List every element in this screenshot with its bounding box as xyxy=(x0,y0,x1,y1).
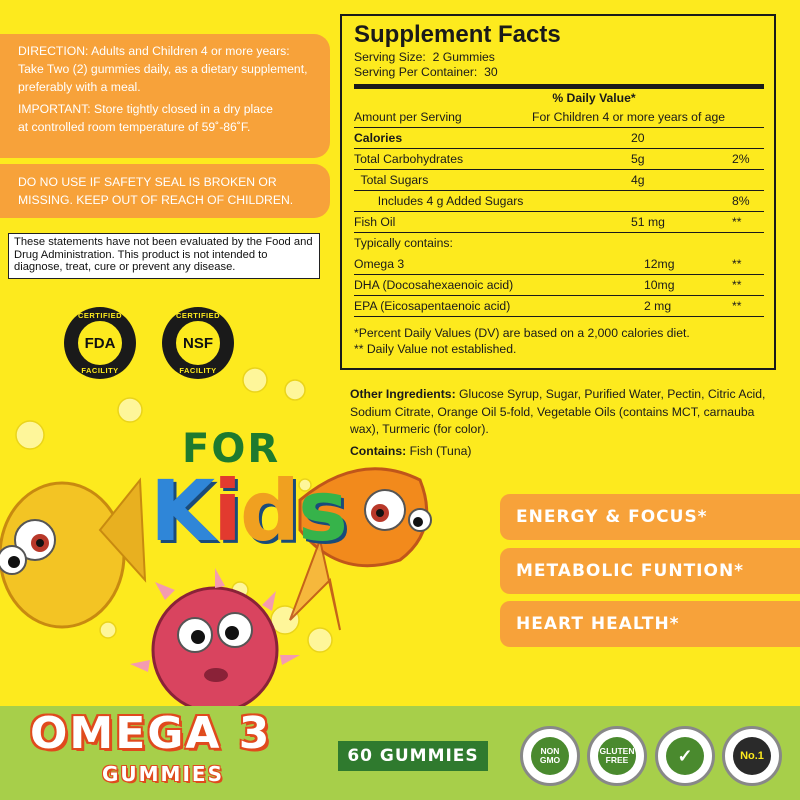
facts-footnotes xyxy=(354,325,764,357)
nutrient-amount: 20 xyxy=(631,131,645,145)
facts-row xyxy=(354,296,764,317)
servings-value: 30 xyxy=(484,65,498,79)
benefit-heart-health: HEART HEALTH* xyxy=(500,601,800,647)
facts-row xyxy=(354,191,764,212)
satisfaction-guarantee-seal-icon xyxy=(722,726,782,786)
facts-row xyxy=(354,149,764,170)
benefit-metabolic-function: METABOLIC FUNTION* xyxy=(500,548,800,594)
servings-per-container xyxy=(354,65,764,80)
benefit-energy-focus: ENERGY & FOCUS* xyxy=(500,494,800,540)
important-line: at controlled room temperature of 59˚-86˚F. xyxy=(18,120,251,134)
fda-disclaimer: These statements have not been evaluated by the Food and Drug Administration. This product is not intended to diagnose, treat, cure or prevent any disease. xyxy=(8,233,320,279)
direction-line: Take Two (2) gummies daily, as a dietary supplement, xyxy=(18,62,308,76)
nutrient-name: EPA (Eicosapentaenoic acid) xyxy=(354,299,511,313)
non-gmo-seal-icon xyxy=(520,726,580,786)
nutrient-daily-value: ** xyxy=(732,257,742,271)
product-title: OMEGA 3 xyxy=(30,708,272,759)
ingredients-text: Glucose Syrup, Sugar, Purified Water, Pectin, Citric Acid, Sodium Citrate, Orange Oil 5-fold, Vegetable Oils (contains MCT, carnauba wax), Turmeric (for color). xyxy=(350,387,766,436)
badge-top-text: CERTIFIED xyxy=(77,311,123,320)
nutrient-name: Omega 3 xyxy=(354,257,405,271)
nutrient-daily-value: 8% xyxy=(732,194,750,208)
nutrient-daily-value: ** xyxy=(732,299,742,313)
gluten-free-seal-icon xyxy=(587,726,647,786)
allergen-contains xyxy=(350,444,471,458)
facts-row xyxy=(354,233,764,254)
badge-center-text: NSF xyxy=(173,318,223,368)
nutrient-name: Total Sugars xyxy=(354,173,429,187)
nutrient-daily-value: ** xyxy=(732,278,742,292)
facts-row xyxy=(354,254,764,275)
yellow-fish-icon xyxy=(0,480,145,627)
other-ingredients xyxy=(350,386,780,439)
facts-row xyxy=(354,275,764,296)
kids-letter: d xyxy=(239,462,299,560)
nutrient-amount: 51 mg xyxy=(631,215,665,229)
supplement-facts-title: Supplement Facts xyxy=(354,21,561,48)
nutrient-name: Fish Oil xyxy=(354,215,396,229)
direction-line: preferably with a meal. xyxy=(18,80,141,94)
product-subtitle: GUMMIES xyxy=(102,762,224,786)
nutrient-name: Total Carbohydrates xyxy=(354,152,464,166)
kids-headline xyxy=(150,462,346,560)
contains-label: Contains: xyxy=(350,444,407,458)
supplement-facts-panel xyxy=(340,14,776,370)
serving-size-label: Serving Size: xyxy=(354,50,426,64)
children-label: For Children 4 or more years of age xyxy=(532,110,726,124)
kids-letter: s xyxy=(298,462,347,560)
nutrient-daily-value: 2% xyxy=(732,152,750,166)
nutrient-amount: 5g xyxy=(631,152,645,166)
contains-text: Fish (Tuna) xyxy=(406,444,472,458)
badge-top-text: CERTIFIED xyxy=(175,311,221,320)
amount-label: Amount per Serving xyxy=(354,110,462,124)
seal-text: NON GMO xyxy=(531,737,569,775)
for-headline: FOR xyxy=(182,426,281,472)
facts-row xyxy=(354,212,764,233)
facts-rows xyxy=(354,128,764,317)
warning-line: DO NO USE IF SAFETY SEAL IS BROKEN OR xyxy=(18,175,277,189)
nutrient-name: Typically contains: xyxy=(354,236,453,250)
amount-header-row xyxy=(354,107,764,128)
kids-letter: K xyxy=(150,462,214,560)
count-badge: 60 GUMMIES xyxy=(338,741,488,771)
nutrient-name: Includes 4 g Added Sugars xyxy=(354,194,524,208)
seal-text: No.1 xyxy=(733,737,771,775)
facts-row xyxy=(354,170,764,191)
nutrient-amount: 2 mg xyxy=(644,299,672,313)
seal-text: ✓ xyxy=(666,737,704,775)
badge-bottom-text: FACILITY xyxy=(81,366,119,375)
warning-line: MISSING. KEEP OUT OF REACH OF CHILDREN. xyxy=(18,193,294,207)
nutrient-amount: 10mg xyxy=(644,278,675,292)
daily-value-header: % Daily Value* xyxy=(552,91,636,105)
seal-text: GLUTEN FREE xyxy=(598,737,636,775)
testing-guarantee-seal-icon xyxy=(655,726,715,786)
ingredients-label: Other Ingredients: xyxy=(350,387,456,401)
serving-size xyxy=(354,50,764,65)
facts-row xyxy=(354,128,764,149)
warning-panel xyxy=(0,164,330,218)
badge-center-text: FDA xyxy=(75,318,125,368)
servings-label: Serving Per Container: xyxy=(354,65,478,79)
footnote: ** Daily Value not established. xyxy=(354,342,517,356)
serving-size-value: 2 Gummies xyxy=(432,50,495,64)
nutrient-amount: 12mg xyxy=(644,257,675,271)
direction-line: DIRECTION: Adults and Children 4 or more years: xyxy=(18,44,290,58)
important-line: IMPORTANT: Store tightly closed in a dry place xyxy=(18,102,273,116)
nutrient-daily-value: ** xyxy=(732,215,742,229)
nutrient-name: Calories xyxy=(354,131,403,145)
footnote: *Percent Daily Values (DV) are based on a 2,000 calories diet. xyxy=(354,326,690,340)
kids-letter: i xyxy=(213,462,240,560)
directions-panel xyxy=(0,34,330,158)
nutrient-name: DHA (Docosahexaenoic acid) xyxy=(354,278,514,292)
nutrient-amount: 4g xyxy=(631,173,645,187)
puffer-fish-icon xyxy=(130,568,300,710)
badge-bottom-text: FACILITY xyxy=(179,366,217,375)
